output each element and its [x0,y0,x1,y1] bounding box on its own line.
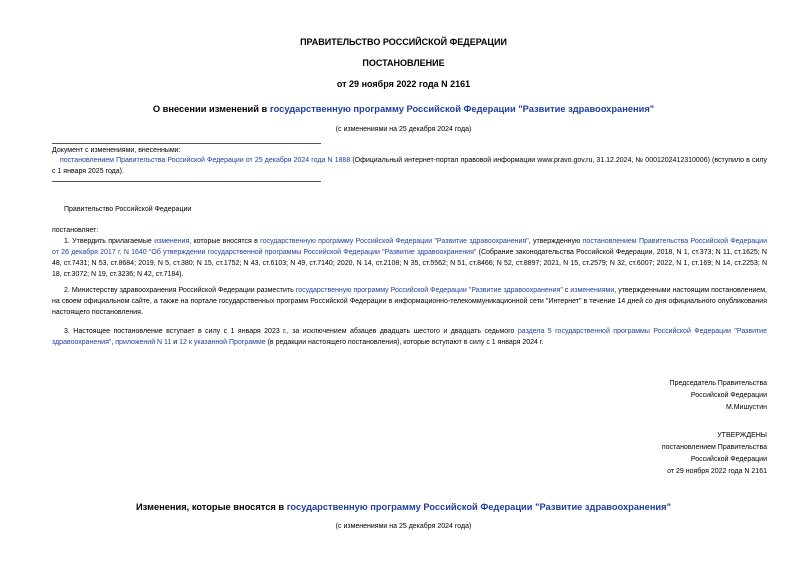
approved-by: постановлением Правительства [661,444,767,451]
p3-text-c: и [171,339,180,346]
decrees-line: постановляет: [52,227,99,234]
changes-title [0,502,807,512]
paragraph-1 [52,236,767,280]
approved-date: от 29 ноября 2022 года N 2161 [667,468,767,475]
signature-title: Председатель Правительства [669,380,767,387]
paragraph-3 [52,326,767,348]
appendix-12-link[interactable]: 12 к указанной Программе [179,339,266,346]
changes-link[interactable]: изменения [154,238,190,245]
government-line: Правительство Российской Федерации [64,206,192,213]
changes-note [52,155,767,177]
decree-1640-link[interactable]: постановлением Правительства Российской Федерации от 26 декабря 2017 г. N 1640 "Об утверждении государственной программы Российской Федерации "Развитие здравоохранения" [52,238,767,256]
revision-note: (с изменениями на 25 декабря 2024 года) [335,126,472,133]
program-link-changes[interactable]: государственную программу Российской Федерации "Развитие здравоохранения" [286,502,671,512]
document-title [0,104,807,114]
signature-org: Российской Федерации [690,392,767,399]
paragraph-2 [52,285,767,318]
program-link[interactable]: государственную программу Российской Федерации "Развитие здравоохранения" [269,104,655,114]
document-date-number: от 29 ноября 2022 года N 2161 [336,79,471,89]
program-link-p1[interactable]: государственную программу Российской Федерации "Развитие здравоохранения" [260,238,529,245]
approved-org: Российской Федерации [690,456,767,463]
changes-title-prefix: Изменения, которые вносятся в [136,502,287,512]
changes-link-p2[interactable]: изменениями [570,287,615,294]
p2-text-b: с [562,287,571,294]
document-title-prefix: О внесении изменений в [152,104,270,114]
changes-note-rest: (Официальный интернет-портал правовой информации www.pravo.gov.ru, 31.12.2024, № 0001202412310006) (вступило в силу с 1 января 2025 года). [52,157,767,175]
program-link-p2[interactable]: государственную программу Российской Федерации "Развитие здравоохранения" [295,287,563,294]
p3-text-a: 3. Настоящее постановление вступает в силу с 1 января 2023 г., за исключением абзацев двадцать шестого и двадцать седьмого [64,328,518,335]
changes-note-intro: Документ с изменениями, внесенными: [52,147,181,154]
appendix-11-link[interactable]: приложений N 11 [115,339,172,346]
p3-text-b: , [111,339,116,346]
government-heading: ПРАВИТЕЛЬСТВО РОССИЙСКОЙ ФЕДЕРАЦИИ [300,37,507,47]
p1-text-c: , утвержденную [528,238,583,245]
divider-top [52,143,321,144]
p1-text-b: , которые вносятся в [189,238,261,245]
signature-name: М.Мишустин [725,404,767,411]
p2-text-a: 2. Министерству здравоохранения Российской Федерации разместить [64,287,296,294]
document-type: ПОСТАНОВЛЕНИЕ [362,58,445,68]
p1-text-d: (Собрание законодательства Российской Федерации, 2018, N 1, ст.373; N 11, ст.1625; N 48, ст.7431; N 53, ст.8684; 2019, N 5, ст.380; N 15, ст.1752; N 43, ст.6103; N 49, ст.7140; 2020, N 14, ст.2108; N 35, ст.5562; N 51, ст.8466; N 52, ст.8897; 2021, N 15, ст.2579; N 32, ст.6007; 2022, N 1, ст.169; N 14, ст.2253; N 18, ст.3072; N 19, ст.3236; N 42, ст.7184). [52,249,767,278]
section-5-link[interactable]: раздела 5 государственной программы Российской Федерации "Развитие здравоохранения" [52,328,767,346]
signature-block [670,378,767,414]
amending-decree-link[interactable]: постановлением Правительства Российской Федерации от 25 декабря 2024 года N 1888 [60,157,351,164]
approved-heading: УТВЕРЖДЕНЫ [717,432,767,439]
p1-text-a: 1. Утвердить прилагаемые [64,238,155,245]
p2-text-c: , утвержденными настоящим постановлением, на своем официальном сайте, а также на портале государственных программ Российской Федерации в информационно-телекоммуникационной сети "Интернет" в течение 14 дней со дня официального опубликования настоящего постановления. [52,287,767,316]
approval-block [662,430,767,478]
changes-revision-note: (с изменениями на 25 декабря 2024 года) [335,523,472,530]
divider-bottom [52,181,321,182]
p3-text-d: (в редакции настоящего постановления), которые вступают в силу с 1 января 2024 г. [265,339,544,346]
